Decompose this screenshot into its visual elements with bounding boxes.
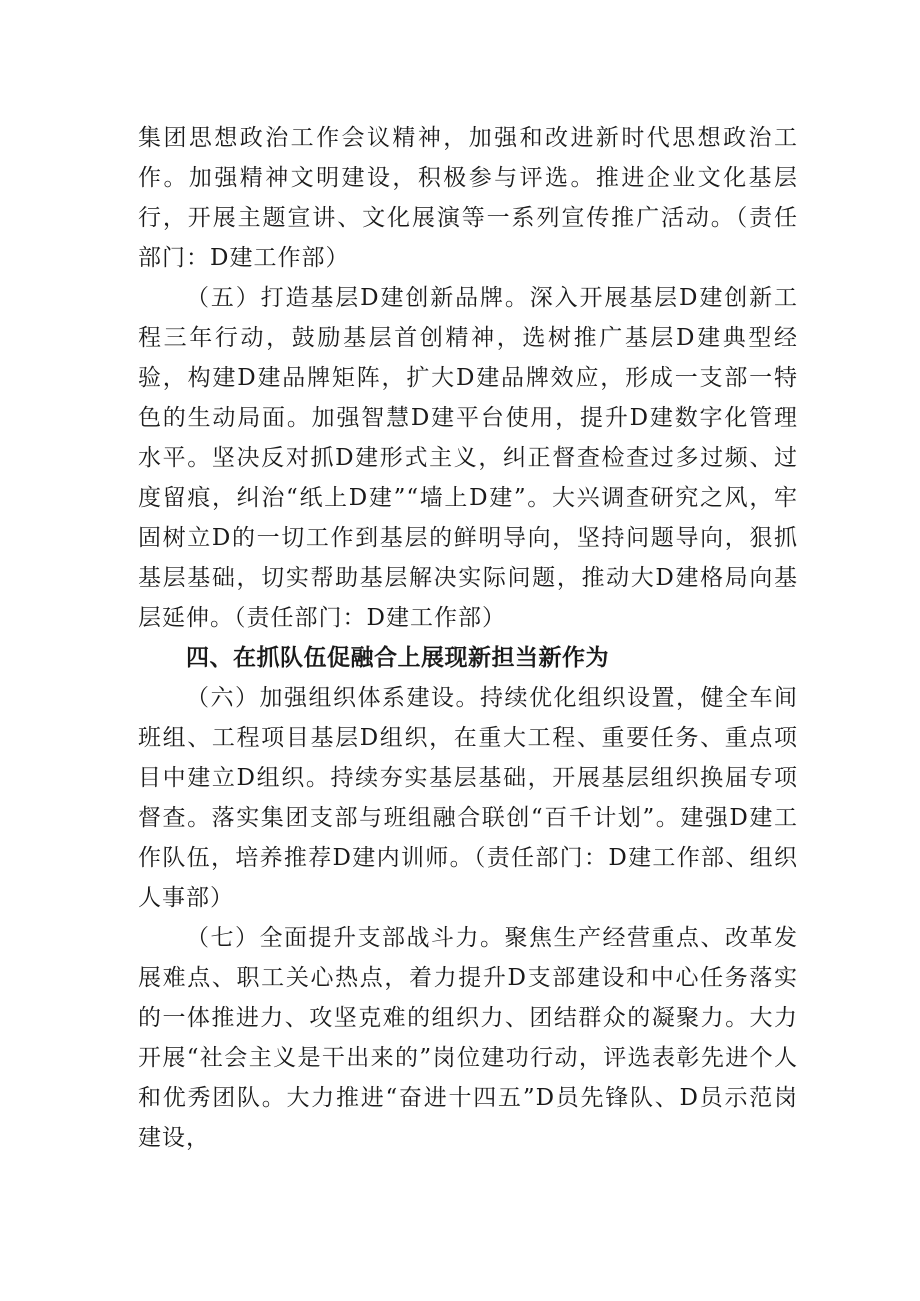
section-heading-4: 四、在抓队伍促融合上展现新担当新作为 — [186, 645, 609, 671]
paragraph-section-5: （五）打造基层D建创新品牌。深入开展基层D建创新工程三年行动，鼓励基层首创精神，选树推广基层D建典型经验，构建D建品牌矩阵，扩大D建品牌效应，形成一支部一特色的生动局面。加强智慧D建平台使用，提升D建数字化管理水平。坚决反对抓D建形式主义，纠正督查检查过多过频、过度留痕，纠治“纸上D建”“墙上D建”。大兴调查研究之风，牢固树立D的一切工作到基层的鲜明导向，坚持问题导向，狠抓基层基础，切实帮助基层解决实际问题，推动大D建格局向基层延伸。（责任部门：D建工作部） — [138, 285, 798, 631]
paragraph-section-7: （七）全面提升支部战斗力。聚焦生产经营重点、改革发展难点、职工关心热点，着力提升D支部建设和中心任务落实的一体推进力、攻坚克难的组织力、团结群众的凝聚力。大力开展“社会主义是干出来的”岗位建功行动，评选表彰先进个人和优秀团队。大力推进“奋进十四五”D员先锋队、D员示范岗建设， — [138, 925, 798, 1151]
paragraph-section-6: （六）加强组织体系建设。持续优化组织设置，健全车间班组、工程项目基层D组织，在重大工程、重要任务、重点项目中建立D组织。持续夯实基层基础，开展基层组织换届专项督查。落实集团支部与班组融合联创“百千计划”。建强D建工作队伍，培养推荐D建内训师。（责任部门：D建工作部、组织人事部） — [138, 685, 798, 911]
document-body — [138, 118, 798, 1158]
paragraph-continuation: 集团思想政治工作会议精神，加强和改进新时代思想政治工作。加强精神文明建设，积极参与评选。推进企业文化基层行，开展主题宣讲、文化展演等一系列宣传推广活动。（责任部门：D建工作部） — [138, 125, 798, 271]
